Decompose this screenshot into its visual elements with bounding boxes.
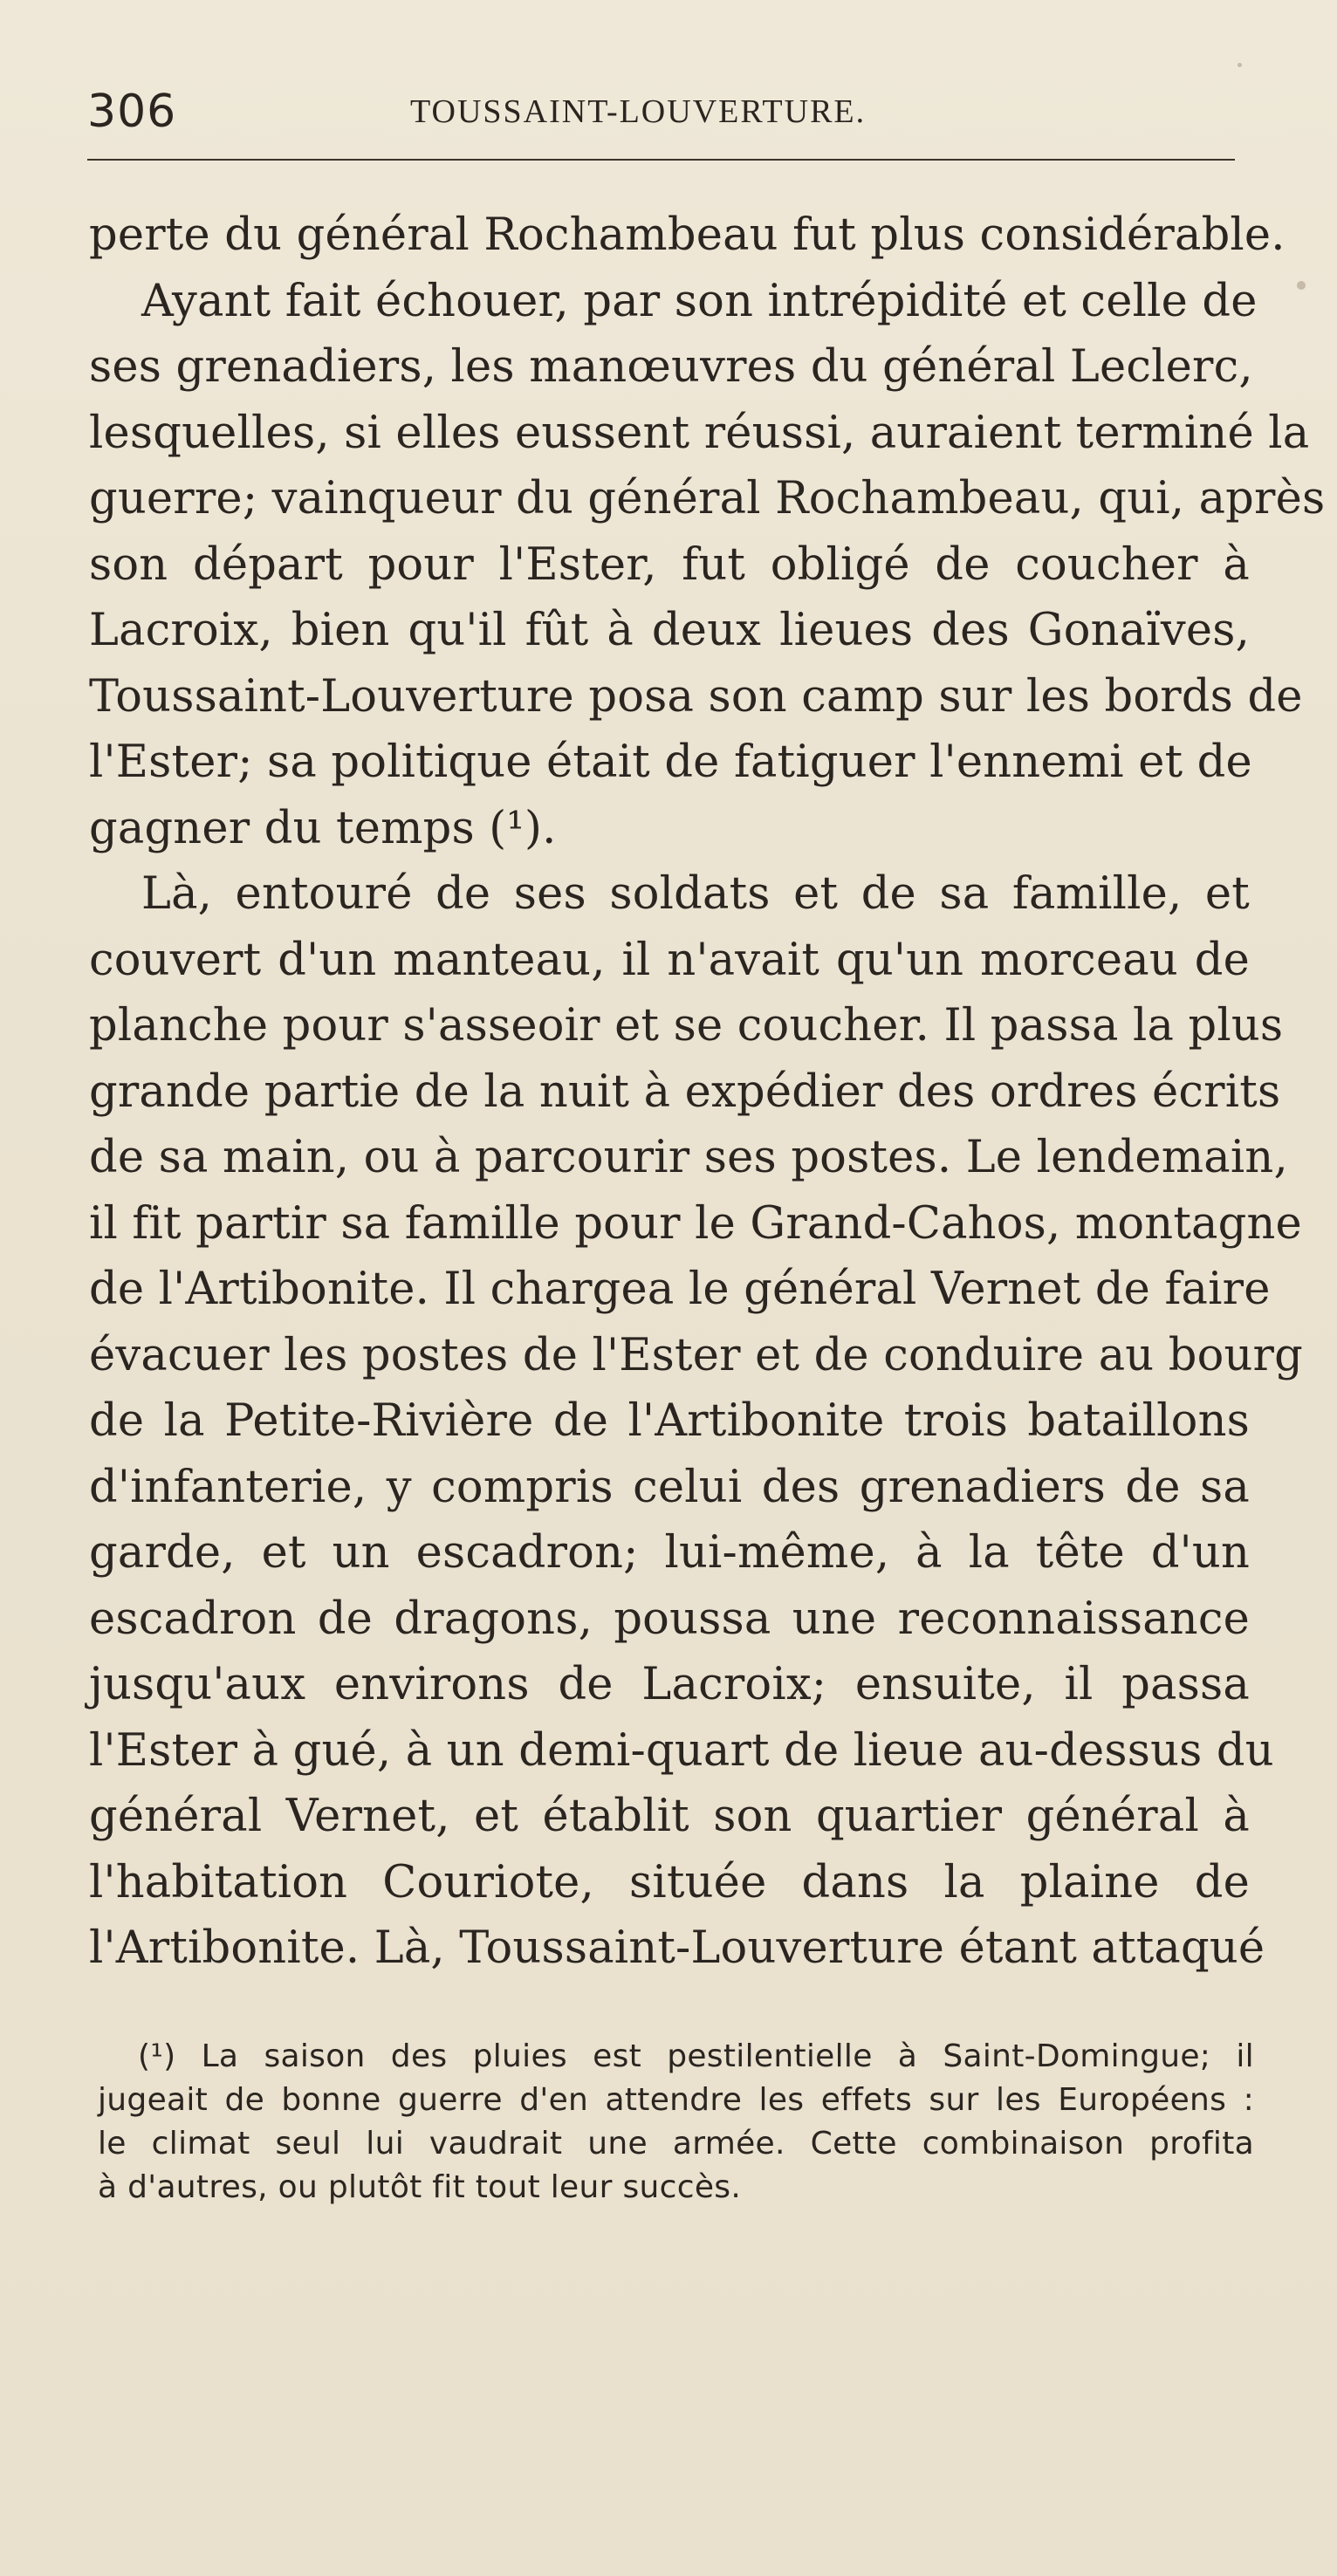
text-line: garde, et un escadron; lui-même, à la tête d'un [89,1527,1250,1579]
footnote-line: le climat seul lui vaudrait une armée. Cette combinaison profita [98,2126,1254,2162]
text-line: de sa main, ou à parcourir ses postes. Le lendemain, [89,1132,1288,1183]
text-line: d'infanterie, y compris celui des grenadiers de sa [89,1461,1250,1513]
text-line: évacuer les postes de l'Ester et de conduire au bourg [89,1329,1303,1381]
text-line: couvert d'un manteau, il n'avait qu'un morceau de [89,934,1250,986]
header-rule [87,159,1235,161]
text-line: Toussaint-Louverture posa son camp sur les bords de [89,670,1303,723]
text-line: général Vernet, et établit son quartier général à [89,1791,1250,1842]
paper-speck [1297,281,1306,290]
running-title: TOUSSAINT-LOUVERTURE. [410,93,867,130]
footnote-line: jugeait de bonne guerre d'en attendre les effets sur les Européens : [98,2082,1254,2118]
text-line: il fit partir sa famille pour le Grand-Cahos, montagne [89,1197,1302,1250]
text-line: son départ pour l'Ester, fut obligé de coucher à [89,538,1250,591]
text-line: l'Artibonite. Là, Toussaint-Louverture étant attaqué [89,1922,1265,1974]
text-line: gagner du temps (¹). [89,802,557,854]
text-line: perte du général Rochambeau fut plus considérable. [89,209,1286,261]
footnote [98,2035,1254,2209]
body-text [89,202,1326,1982]
text-line: l'Ester à gué, à un demi-quart de lieue au-dessus du [89,1724,1274,1777]
text-line: escadron de dragons, poussa une reconnaissance [89,1593,1250,1645]
text-line: de la Petite-Rivière de l'Artibonite trois bataillons [89,1395,1250,1447]
footnote-line: à d'autres, ou plutôt fit tout leur succès. [98,2169,742,2205]
text-line: Là, entouré de ses soldats et de sa famille, et [141,868,1250,920]
page-header [87,77,1239,138]
text-line: planche pour s'asseoir et se coucher. Il passa la plus [89,1000,1284,1052]
paper-speck [1238,63,1242,67]
text-line: l'Ester; sa politique était de fatiguer l'ennemi et de [89,736,1252,788]
text-line: jusqu'aux environs de Lacroix; ensuite, il passa [89,1659,1250,1710]
text-line: grande partie de la nuit à expédier des ordres écrits [89,1065,1281,1118]
page-number: 306 [87,86,177,138]
text-line: lesquelles, si elles eussent réussi, auraient terminé la [89,407,1310,459]
text-line: l'habitation Couriote, située dans la plaine de [89,1856,1250,1908]
text-line: ses grenadiers, les manœuvres du général Leclerc, [89,341,1253,393]
text-line: de l'Artibonite. Il chargea le général Vernet de faire [89,1264,1271,1315]
text-line: Lacroix, bien qu'il fût à deux lieues des Gonaïves, [89,605,1250,656]
text-line: guerre; vainqueur du général Rochambeau, qui, après [89,473,1326,524]
text-line: Ayant fait échouer, par son intrépidité et celle de [141,275,1258,327]
footnote-line: (¹) La saison des pluies est pestilentielle à Saint-Domingue; il [138,2038,1254,2074]
